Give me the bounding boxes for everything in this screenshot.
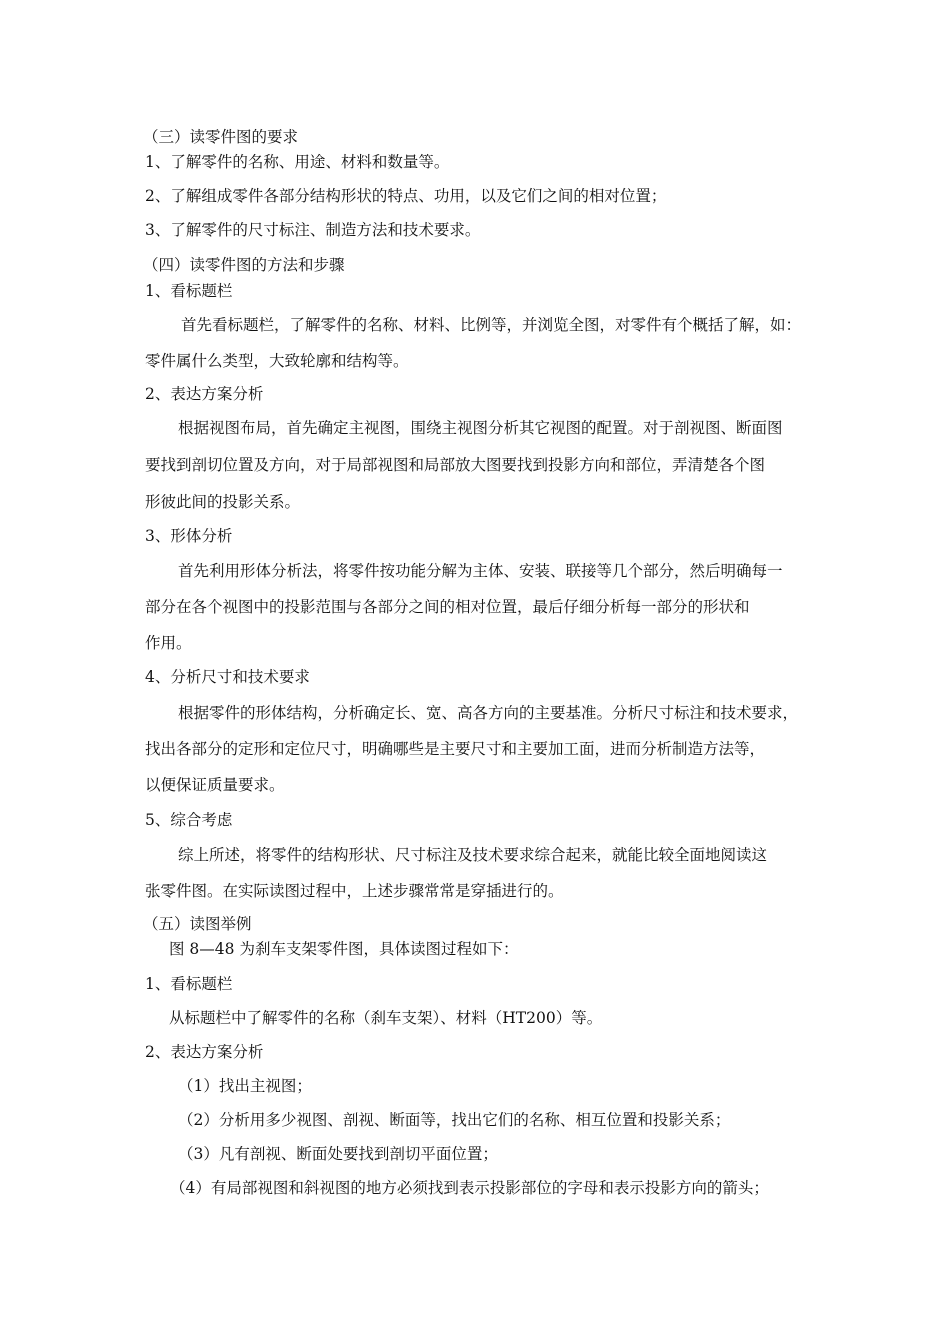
text-line: 首先看标题栏，了解零件的名称、材料、比例等，并浏览全图，对零件有个概括了解，如： <box>181 316 802 334</box>
section-heading-4: （四）读零件图的方法和步骤 <box>143 256 345 274</box>
section-heading-3: （三）读零件图的要求 <box>143 128 299 146</box>
text-line: 张零件图。在实际读图过程中，上述步骤常常是穿插进行的。 <box>145 882 564 900</box>
text-line: 根据视图布局，首先确定主视图，围绕主视图分析其它视图的配置。对于剖视图、断面图 <box>178 419 783 437</box>
text-line: 部分在各个视图中的投影范围与各部分之间的相对位置，最后仔细分析每一部分的形状和 <box>145 598 750 616</box>
text-line: 从标题栏中了解零件的名称（刹车支架）、材料（HT200）等。 <box>169 1009 603 1027</box>
text-line: 首先利用形体分析法，将零件按功能分解为主体、安装、联接等几个部分，然后明确每一 <box>178 562 783 580</box>
subheading: 2、表达方案分析 <box>145 1043 264 1061</box>
subheading: 1、看标题栏 <box>145 975 233 993</box>
list-item: （2）分析用多少视图、剖视、断面等，找出它们的名称、相互位置和投影关系； <box>178 1111 731 1129</box>
text-line: 以便保证质量要求。 <box>145 776 285 794</box>
text-line: 零件属什么类型，大致轮廓和结构等。 <box>145 352 409 370</box>
text-line: 综上所述，将零件的结构形状、尺寸标注及技术要求综合起来，就能比较全面地阅读这 <box>178 846 768 864</box>
subheading: 3、形体分析 <box>145 527 233 545</box>
section-heading-5: （五）读图举例 <box>143 915 252 933</box>
text-line: 图 8—48 为刹车支架零件图，具体读图过程如下： <box>169 940 519 958</box>
text-line: 2、了解组成零件各部分结构形状的特点、功用，以及它们之间的相对位置； <box>145 187 667 205</box>
text-line: 3、了解零件的尺寸标注、制造方法和技术要求。 <box>145 221 481 239</box>
text-line: 根据零件的形体结构，分析确定长、宽、高各方向的主要基准。分析尺寸标注和技术要求， <box>178 704 799 722</box>
subheading: 2、表达方案分析 <box>145 385 264 403</box>
list-item: （3）凡有剖视、断面处要找到剖切平面位置； <box>178 1145 498 1163</box>
subheading: 5、综合考虑 <box>145 811 233 829</box>
subheading: 4、分析尺寸和技术要求 <box>145 668 310 686</box>
subheading: 1、看标题栏 <box>145 282 233 300</box>
list-item: （1）找出主视图； <box>178 1077 312 1095</box>
text-line: 找出各部分的定形和定位尺寸，明确哪些是主要尺寸和主要加工面，进而分析制造方法等， <box>145 740 766 758</box>
text-line: 1、了解零件的名称、用途、材料和数量等。 <box>145 153 450 171</box>
text-line: 作用。 <box>145 634 192 652</box>
text-line: 形彼此间的投影关系。 <box>145 493 301 511</box>
list-item: （4）有局部视图和斜视图的地方必须找到表示投影部位的字母和表示投影方向的箭头； <box>170 1179 769 1197</box>
text-line: 要找到剖切位置及方向，对于局部视图和局部放大图要找到投影方向和部位，弄清楚各个图 <box>145 456 766 474</box>
